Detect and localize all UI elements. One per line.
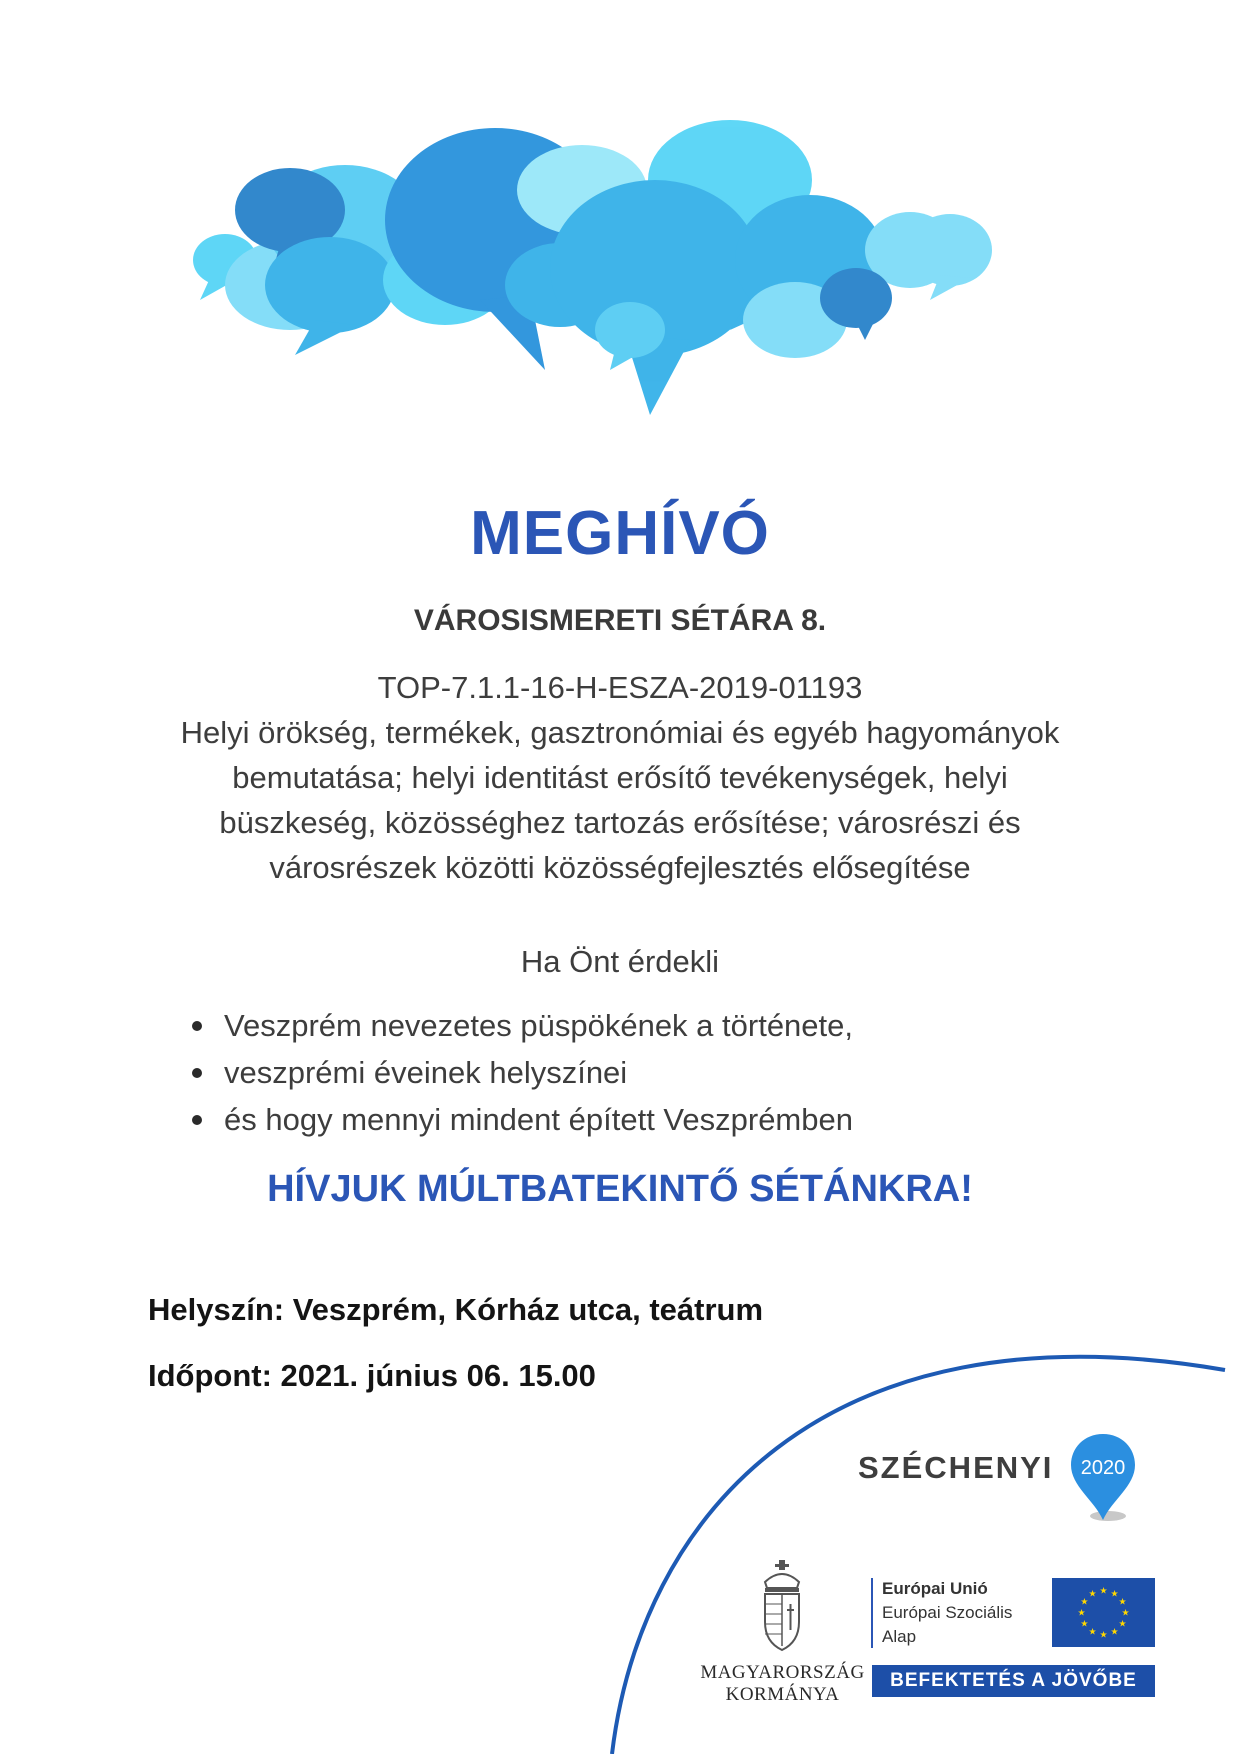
description-line: városrészek közötti közösségfejlesztés elősegítése [269, 850, 971, 885]
invitation-title: MEGHÍVÓ [470, 499, 770, 568]
bullet-icon [192, 1021, 202, 1031]
star-icon: ★ [1118, 1618, 1127, 1629]
event-time: Időpont: 2021. június 06. 15.00 [148, 1358, 596, 1393]
speech-bubble [265, 237, 395, 333]
eu-flag-icon [1052, 1578, 1155, 1647]
star-icon: ★ [1088, 1626, 1097, 1637]
speech-bubble [908, 214, 992, 286]
star-icon: ★ [1118, 1596, 1127, 1607]
eu-logo-text: Európai Unió [882, 1579, 988, 1598]
star-icon: ★ [1080, 1618, 1089, 1629]
list-item [186, 1049, 853, 1096]
government-logo-text: MAGYARORSZÁG [700, 1662, 865, 1683]
speech-bubble [595, 302, 665, 358]
eu-logo-text: Alap [882, 1627, 917, 1646]
project-description [0, 665, 1240, 890]
star-icon: ★ [1110, 1626, 1119, 1637]
call-to-action: HÍVJUK MÚLTBATEKINTŐ SÉTÁNKRA! [267, 1168, 973, 1210]
speech-bubbles-illustration [170, 120, 1070, 430]
speech-bubble [820, 268, 892, 328]
szechenyi-logo-text: SZÉCHENYI [858, 1450, 1054, 1485]
star-icon: ★ [1077, 1607, 1086, 1618]
szechenyi-year: 2020 [1080, 1457, 1126, 1479]
list-item-text: veszprémi éveinek helyszínei [224, 1055, 628, 1090]
star-icon: ★ [1088, 1588, 1097, 1599]
list-item-text: és hogy mennyi mindent épített Veszprémben [224, 1102, 853, 1137]
government-logo-text: KORMÁNYA [725, 1684, 840, 1705]
description-line: bemutatása; helyi identitást erősítő tevékenységek, helyi [232, 760, 1008, 795]
speech-bubble-tail [855, 320, 875, 340]
description-line: Helyi örökség, termékek, gasztronómiai és egyéb hagyományok [180, 715, 1060, 750]
eu-slogan-banner: BEFEKTETÉS A JÖVŐBE [872, 1665, 1155, 1697]
star-icon: ★ [1121, 1607, 1130, 1618]
coat-of-arms-icon [757, 1560, 807, 1652]
interest-intro: Ha Önt érdekli [520, 944, 720, 979]
description-line: büszkeség, közösséghez tartozás erősítése; városrészi és [219, 805, 1021, 840]
topic-list [186, 1002, 853, 1143]
list-item [186, 1002, 853, 1049]
project-code: TOP-7.1.1-16-H-ESZA-2019-01193 [377, 670, 863, 705]
eu-logo-text: Európai Szociális [882, 1603, 1013, 1622]
bullet-icon [192, 1115, 202, 1125]
event-location: Helyszín: Veszprém, Kórház utca, teátrum [148, 1292, 764, 1327]
star-icon: ★ [1099, 1585, 1108, 1596]
star-icon: ★ [1080, 1596, 1089, 1607]
divider [871, 1578, 873, 1648]
star-icon: ★ [1110, 1588, 1119, 1599]
bullet-icon [192, 1068, 202, 1078]
list-item-text: Veszprém nevezetes püspökének a története, [224, 1008, 854, 1043]
list-item [186, 1096, 853, 1143]
event-subtitle: VÁROSISMERETI SÉTÁRA 8. [413, 604, 827, 637]
star-icon: ★ [1099, 1629, 1108, 1640]
